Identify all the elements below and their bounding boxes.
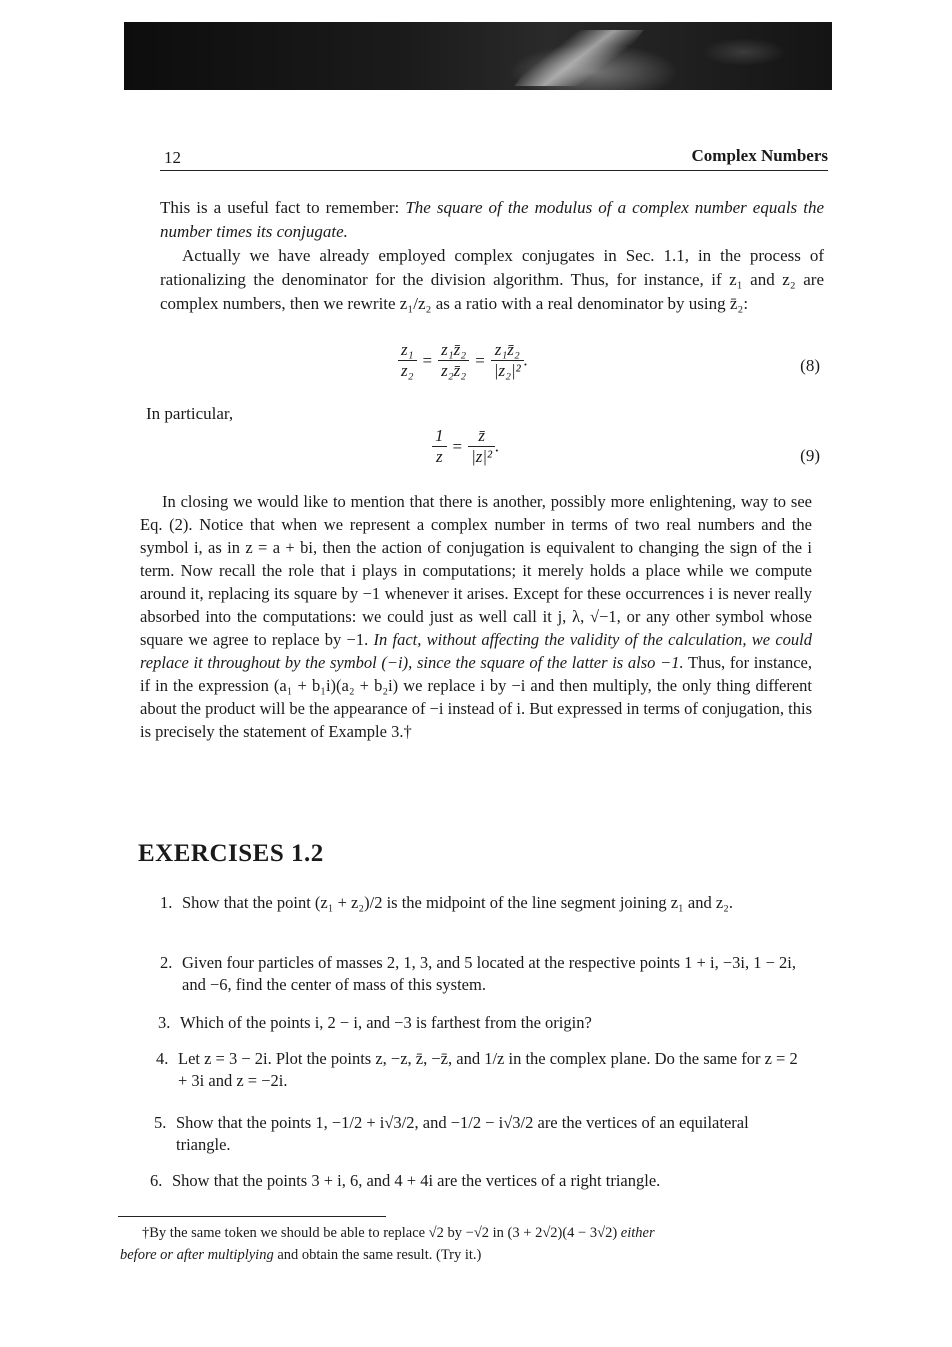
eq9-lhs [432, 426, 447, 467]
intro-emphasis: The square of the modulus of a complex number equals the number times its conjugate. [160, 198, 824, 241]
exercise-6-text: Show that the points 3 + i, 6, and 4 + 4i are the vertices of a right triangle. [172, 1171, 661, 1190]
equation-8-number: (8) [800, 356, 820, 375]
exercise-2 [160, 952, 802, 996]
eq8-equals-1: = [422, 350, 433, 370]
closing-part-1: In closing we would like to mention that there is another, possibly more enlightening, way to see Eq. (2). Notice that when we represent a complex number in terms of two real numbers and the symbol i, as in z = a + bi, then the action of conjugation is equivalent to changing the sign of the i term. Now recall the role that i plays in computations; it merely holds a place while we compute around it, replacing its square by −1 whenever it arises. Except for these occurrences i is never really absorbed into the computations: we could just as well call it j, λ, √−1, or any other symbol whose square we agree to replace by −1. [140, 492, 812, 649]
eq8-rhs-den: |z₂|² [493, 361, 521, 380]
footnote-rule [118, 1216, 386, 1217]
footnote-text-1: †By the same token we should be able to replace √2 by −√2 in (3 + 2√2)(4 − 3√2) [142, 1225, 621, 1241]
footnote-line-1 [120, 1222, 800, 1244]
footnote-italic: before or after multiplying [120, 1247, 274, 1263]
eq8-lhs [398, 340, 417, 381]
exercise-1 [160, 892, 802, 914]
exercise-3-number: 3. [158, 1013, 171, 1032]
exercise-1-number: 1. [160, 893, 173, 912]
body-text-top [160, 196, 824, 316]
footnote [120, 1222, 800, 1266]
page-number: 12 [164, 148, 181, 167]
exercise-2-number: 2. [160, 953, 173, 972]
eq8-period: . [523, 350, 529, 370]
exercise-5-text: Show that the points 1, −1/2 + i√3/2, and −1/2 − i√3/2 are the vertices of an equilateral triangle. [176, 1113, 749, 1154]
equation-9-number: (9) [800, 446, 820, 465]
eq9-period: . [495, 436, 500, 456]
running-title: Complex Numbers [691, 146, 828, 165]
exercise-4-number: 4. [156, 1049, 169, 1068]
eq8-mid-num: z₁z̄₂ [438, 340, 469, 361]
exercise-2-text: Given four particles of masses 2, 1, 3, and 5 located at the respective points 1 + i, −3i, 1 − 2i, and −6, find the center of mass of this system. [182, 953, 796, 994]
running-header [160, 142, 828, 171]
eq8-mid-den: z₂z̄₂ [441, 361, 467, 380]
exercise-3-text: Which of the points i, 2 − i, and −3 is farthest from the origin? [180, 1013, 592, 1032]
intro-lead: This is a useful fact to remember: [160, 198, 406, 217]
exercises-heading: EXERCISES 1.2 [138, 840, 324, 867]
banner-highlight [514, 30, 643, 86]
paragraph-conjugates: Actually we have already employed complex conjugates in Sec. 1.1, in the process of rationalizing the denominator for the division algorithm. Thus, for instance, if z₁ and z₂ are complex numbers, then we rewrite z₁/z₂ as a ratio with a real denominator by using z̄₂: [160, 246, 824, 313]
closing-italic: In fact, without affecting the validity of the calculation, we could replace it throughout by the symbol (−i), since the square of the latter is also −1. [140, 630, 812, 672]
closing-part-2: Thus, for instance, if in the expression (a₁ + b₁i)(a₂ + b₂i) we replace i by −i and then multiply, the only thing different about the product will be the appearance of −i instead of i. But expressed in terms of conjugation, this is precisely the statement of Example 3.† [140, 653, 812, 741]
equation-9 [432, 426, 499, 467]
header-banner-image [124, 22, 832, 90]
eq8-mid [438, 340, 469, 381]
exercise-4-text: Let z = 3 − 2i. Plot the points z, −z, z̄, −z̄, and 1/z in the complex plane. Do the same for z = 2 + 3i and z = −2i. [178, 1049, 798, 1090]
exercise-1-text: Show that the point (z₁ + z₂)/2 is the midpoint of the line segment joining z₁ and z₂. [182, 893, 734, 912]
eq8-lhs-den: z₂ [401, 361, 414, 380]
eq8-rhs-num: z₁z̄₂ [491, 340, 524, 361]
exercise-6 [150, 1170, 792, 1192]
eq9-rhs-num: z̄ [468, 426, 495, 447]
eq9-lhs-num: 1 [432, 426, 447, 447]
eq9-equals: = [452, 436, 463, 456]
in-particular-label: In particular, [146, 404, 234, 423]
eq9-lhs-den: z [435, 447, 443, 466]
eq8-lhs-num: z₁ [398, 340, 417, 361]
exercise-4 [156, 1048, 798, 1092]
eq9-rhs-den: |z|² [471, 447, 493, 466]
eq8-rhs [491, 340, 524, 381]
paragraph-closing [140, 490, 812, 743]
exercise-3 [158, 1012, 800, 1034]
exercise-5-number: 5. [154, 1113, 167, 1132]
equation-8 [398, 340, 528, 381]
eq8-equals-2: = [475, 350, 485, 370]
eq9-rhs [468, 426, 495, 467]
intro-sentence [160, 196, 824, 244]
footnote-line-2 [120, 1244, 800, 1266]
footnote-text-2: and obtain the same result. (Try it.) [273, 1247, 482, 1263]
exercise-5 [154, 1112, 796, 1156]
exercise-6-number: 6. [150, 1171, 163, 1190]
footnote-either: either [620, 1225, 655, 1241]
